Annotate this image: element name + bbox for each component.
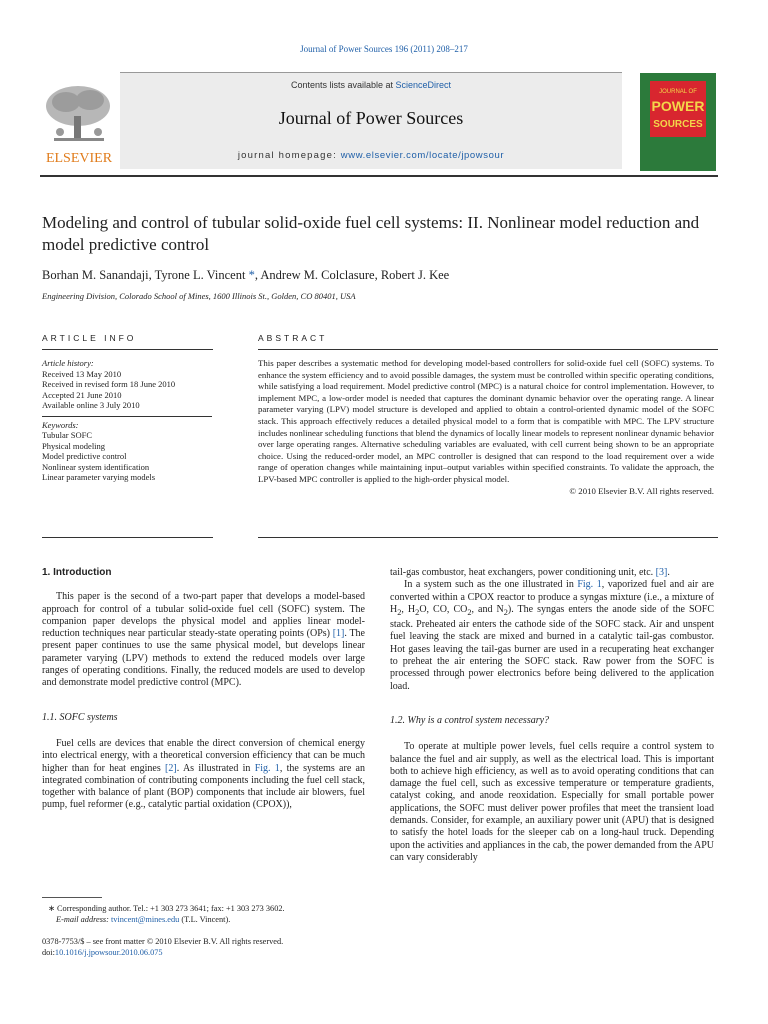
journal-cover[interactable]: [640, 73, 716, 171]
history-accepted: Accepted 21 June 2010: [42, 389, 122, 400]
cover-art: [650, 81, 706, 137]
abstract-text: This paper describes a systematic method for developing model-based controllers for solid-oxide fuel cell (SOFC) systems. To enhance the system efficiency and to avoid possible damages, the system must be controlled within specific operating conditions, while satisfying a load requirement. Model predictive control (MPC) is a natural choice for control implementation. However, to implement MPC, a low-order model is needed that captures the dominant dynamic behavior over the operating range. A linear parameter varying (LPV) model structure is developed and applied to obtain a control-oriented dynamic model of the SOFC stack. This approach effectively reduces a detailed physical model to a form that is compatible with MPC. The LPV structure includes nonlinear scheduling functions that blend the dynamics of locally linear models to represent nonlinear dynamic behavior over large operating ranges. Alternative scheduling variables are evaluated, with cell current being shown to be an appropriate choice. Using the reduced-order model, an MPC controller is designed that can respond to the load requirement over a wide range of operation changes while maintaining input–output variables within specified constraints. To validate the approach, the LPV-based MPC controller is applied to the high-order physical model.: [258, 358, 714, 484]
intro-text-a: This paper is the second of a two-part paper that develops a model-based approach for control of a tubular solid-oxide fuel cell (SOFC) system. The companion paper develops the physical model and applies linear model-reduction techniques near particular steady-state operating points (OPs): [42, 591, 365, 640]
contents-prefix: Contents lists available at: [290, 80, 396, 90]
homepage-prefix: journal homepage:: [237, 150, 341, 161]
sofc-text-a: Fuel cells are devices that enable the direct conversion of chemical energy into electrical energy, with a theoretical conversion efficiency that can be much higher than for heat engines: [42, 737, 365, 774]
article-title: Modeling and control of tubular solid-oxide fuel cell systems: II. Nonlinear model reduction and model predictive control: [42, 213, 700, 254]
author-list: [42, 268, 732, 283]
system-text-a: In a system such as the one illustrated in: [404, 579, 578, 591]
article-info: [42, 358, 212, 483]
system-text-b: , vaporized fuel and air are converted within a CPOX reactor to produce a syngas mixture (i.e., a mixture of H: [390, 579, 714, 615]
section-1-1-heading: 1.1. SOFC systems: [42, 711, 118, 723]
subscript-2: 2: [415, 607, 420, 617]
ref-1-link[interactable]: [1]: [332, 628, 345, 640]
footnote-rule: [42, 897, 102, 898]
system-text-d: O, CO, CO: [419, 603, 468, 615]
sofc-text-c: , the systems are an integrated combination of contributing components including the fuel cell stack, together with balance of plant (BOP) components that include air blowers, fuel pump, fuel reformer (e.g., catalytic partial oxidation (CPOX)),: [42, 762, 365, 811]
issn-line: 0378-7753/$ – see front matter © 2010 Elsevier B.V. All rights reserved.: [42, 937, 284, 946]
abstract-body: [258, 358, 714, 497]
keyword-item: Nonlinear system identification: [42, 461, 150, 472]
intro-paragraph: [42, 591, 365, 689]
history-revised: Received in revised form 18 June 2010: [42, 379, 176, 389]
fig-1-link[interactable]: Fig. 1: [254, 762, 280, 774]
ref-2-link[interactable]: [2]: [165, 762, 177, 774]
cover-text-3: SOURCES: [653, 119, 703, 130]
journal-citation[interactable]: Journal of Power Sources 196 (2011) 208–217: [300, 44, 468, 54]
keywords-rule: [42, 416, 212, 417]
abstract-copyright: © 2010 Elsevier B.V. All rights reserved.: [569, 485, 714, 496]
journal-title: Journal of Power Sources: [278, 108, 464, 128]
abstract-heading: ABSTRACT: [258, 333, 328, 343]
sciencedirect-link[interactable]: ScienceDirect: [395, 80, 452, 90]
sofc-paragraph: [42, 738, 365, 812]
system-text-f: ). The syngas enters the anode side of the SOFC stack. Preheated air enters the cathode side of the SOFC stack. Air and unspent fuel leaving the stack are mixed and burned in a catalytic tail-gas combustor. Hot gases leaving the tail-gas burner are used in a recuperating heat exchanger to preheat the air entering the SOFC stack. Raw power from the SOFC is processed through power electronics before being delivered to the application load.: [390, 603, 714, 692]
authors-rest: , Andrew M. Colclasure, Robert J. Kee: [254, 268, 450, 282]
keywords-heading: Keywords:: [42, 419, 79, 430]
subscript-2: 2: [467, 607, 472, 617]
subscript-2: 2: [397, 607, 402, 617]
footnote: [48, 903, 368, 925]
elsevier-tree-logo: [40, 80, 118, 168]
keyword-item: Tubular SOFC: [42, 430, 92, 440]
system-paragraph: [390, 579, 714, 693]
contents-line: [120, 80, 622, 90]
fig-1-link-2[interactable]: Fig. 1: [577, 579, 602, 591]
article-info-rule: [42, 349, 213, 350]
subscript-2: 2: [503, 607, 508, 617]
left-column: [42, 567, 365, 812]
sofc-text-b: . As illustrated in: [176, 762, 255, 774]
header-divider: [40, 175, 718, 177]
email-label: E-mail address:: [56, 915, 111, 924]
elsevier-wordmark: ELSEVIER: [45, 151, 113, 166]
system-text-e: , and N: [471, 603, 504, 615]
keyword-item: Model predictive control: [42, 451, 127, 461]
abstract-rule: [258, 349, 718, 350]
continued-paragraph: [390, 567, 714, 579]
abstract-bottom-rule: [258, 537, 718, 538]
continued-text-b: .: [667, 567, 670, 578]
homepage-link[interactable]: www.elsevier.com/locate/jpowsour: [340, 150, 505, 161]
article-info-heading: ARTICLE INFO: [42, 333, 137, 343]
history-online: Available online 3 July 2010: [42, 400, 140, 410]
publication-info: [42, 936, 372, 958]
section-1-heading: 1. Introduction: [42, 567, 112, 578]
history-heading: Article history:: [42, 358, 94, 368]
cover-text-2: POWER: [651, 98, 705, 114]
keyword-item: Linear parameter varying models: [42, 472, 156, 482]
cover-text-1: JOURNAL OF: [659, 89, 697, 95]
article-info-bottom-rule: [42, 537, 213, 538]
history-received: Received 13 May 2010: [42, 368, 122, 379]
doi-label: doi:: [42, 948, 55, 957]
journal-homepage: [120, 150, 622, 161]
email-suffix: (T.L. Vincent).: [179, 915, 231, 924]
right-column: [390, 567, 714, 864]
email-link[interactable]: tvincent@mines.edu: [111, 915, 180, 924]
ref-3-link[interactable]: [3]: [655, 567, 668, 578]
continued-text-a: tail-gas combustor, heat exchangers, power conditioning unit, etc.: [390, 567, 656, 578]
doi-link[interactable]: 10.1016/j.jpowsour.2010.06.075: [54, 948, 163, 957]
keyword-item: Physical modeling: [42, 440, 106, 451]
intro-text-b: . The present paper continues to use the same physical model, but develops linear parameter varying (LPV) methods to extend the reduced models over large ranges of operating conditions. Finally, the reduced models are used to develop and demonstrate model predictive control (MPC).: [42, 628, 365, 689]
control-paragraph: To operate at multiple power levels, fuel cells require a control system to balance the fuel and air supply, as well as the electrical load. This is important both to achieve high efficiency, as well as to avoid operating conditions that can damage the fuel cell, such as excessive temperature or temperature gradients, catalyst coking, and anode reoxidation. Especially for small portable power applications, the SOFC must deliver power profiles that meet the transient load demands. Consider, for example, an auxiliary power unit (APU) that is designed to satisfy the hotel loads for the sleeper cab on a long-haul truck. Depending upon the activities and appliances in the cab, the power demanded from the APU can vary considerably: [390, 741, 714, 863]
affiliation: Engineering Division, Colorado School of Mines, 1600 Illinois St., Golden, CO 80401, USA: [42, 291, 356, 301]
corresponding-author-mark[interactable]: *: [245, 268, 255, 282]
authors-first: Borhan M. Sanandaji, Tyrone L. Vincent: [42, 268, 246, 282]
system-text-c: , H: [401, 603, 416, 615]
section-1-2-heading: 1.2. Why is a control system necessary?: [390, 714, 550, 726]
corresponding-author-note: ∗ Corresponding author. Tel.: +1 303 273 3641; fax: +1 303 273 3602.: [48, 904, 285, 913]
